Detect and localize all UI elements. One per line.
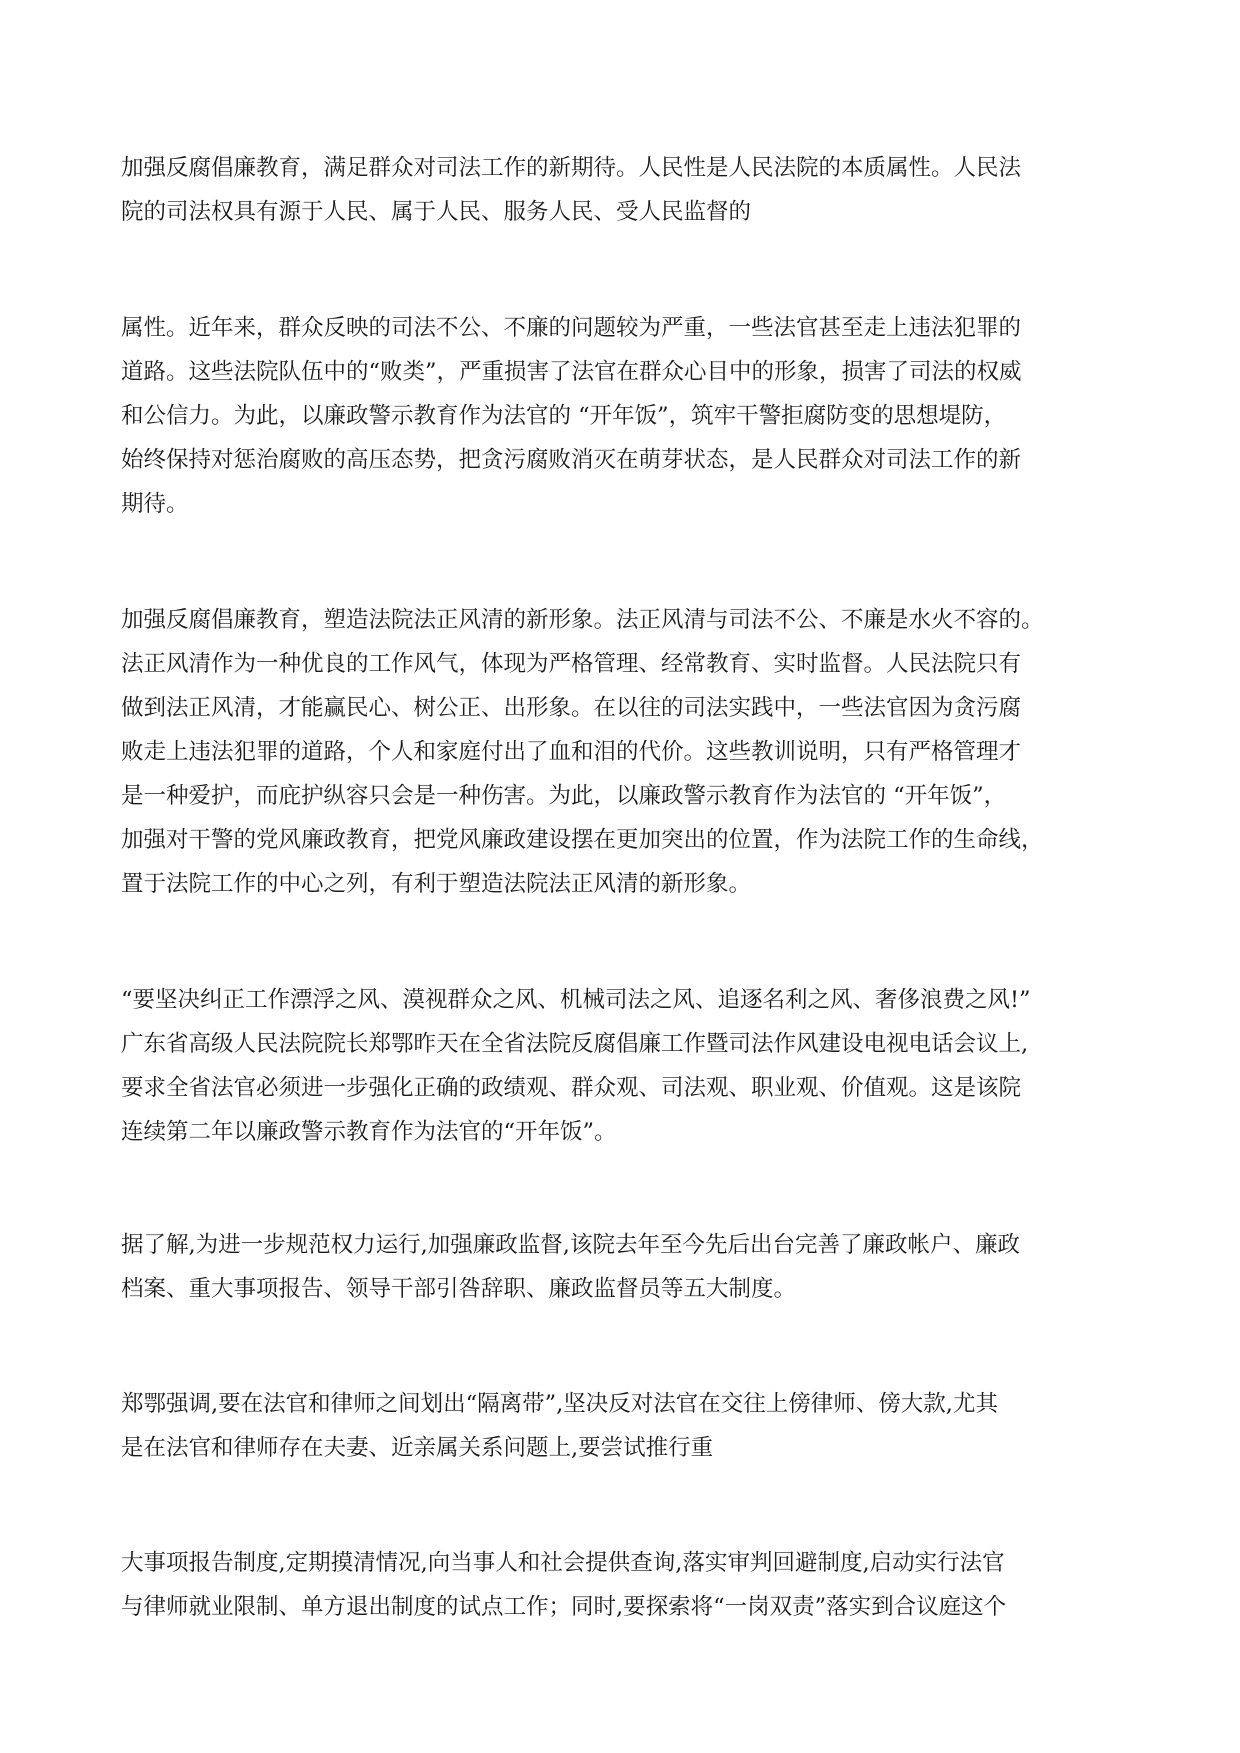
paragraph-6: [121, 1382, 1121, 1470]
text-line: 据了解,为进一步规范权力运行,加强廉政监督,该院去年至今先后出台完善了廉政帐户、廉政: [121, 1232, 1020, 1258]
text-line: 和公信力。为此，以廉政警示教育作为法官的 “开年饭”，筑牢干警拒腐防变的思想堤防，: [121, 403, 1007, 429]
text-line: 是在法官和律师存在夫妻、近亲属关系问题上,要尝试推行重: [121, 1435, 714, 1461]
paragraph-5: [121, 1223, 1121, 1311]
text-line: 加强反腐倡廉教育，满足群众对司法工作的新期待。人民性是人民法院的本质属性。人民法: [121, 155, 1022, 181]
text-line: 院的司法权具有源于人民、属于人民、服务人民、受人民监督的: [121, 199, 752, 225]
text-line: 期待。: [121, 491, 189, 517]
paragraph-4: [121, 978, 1121, 1154]
text-line: 始终保持对惩治腐败的高压态势，把贪污腐败消灭在萌芽状态，是人民群众对司法工作的新: [121, 447, 1022, 473]
text-line: 败走上违法犯罪的道路，个人和家庭付出了血和泪的代价。这些教训说明，只有严格管理才: [121, 739, 1022, 765]
paragraph-3: [121, 598, 1121, 906]
paragraph-7: [121, 1541, 1121, 1629]
text-line: 要求全省法官必须进一步强化正确的政绩观、群众观、司法观、职业观、价值观。这是该院: [121, 1075, 1022, 1101]
text-line: 加强对干警的党风廉政教育，把党风廉政建设摆在更加突出的位置，作为法院工作的生命线，: [121, 827, 1044, 853]
paragraph-1: [121, 146, 1121, 234]
text-line: 属性。近年来，群众反映的司法不公、不廉的问题较为严重，一些法官甚至走上违法犯罪的: [121, 315, 1022, 341]
text-line: 档案、重大事项报告、领导干部引咎辞职、廉政监督员等五大制度。: [121, 1276, 797, 1302]
text-line: 法正风清作为一种优良的工作风气，体现为严格管理、经常教育、实时监督。人民法院只有: [121, 651, 1022, 677]
text-line: 连续第二年以廉政警示教育作为法官的“开年饭”。: [121, 1119, 617, 1145]
text-line: 广东省高级人民法院院长郑鄂昨天在全省法院反腐倡廉工作暨司法作风建设电视电话会议上,: [121, 1031, 1029, 1057]
text-line: “要坚决纠正工作漂浮之风、漠视群众之风、机械司法之风、追逐名利之风、奢侈浪费之风!”: [121, 987, 1031, 1013]
text-line: 做到法正风清，才能赢民心、树公正、出形象。在以往的司法实践中，一些法官因为贪污腐: [121, 695, 1022, 721]
text-line: 置于法院工作的中心之列，有利于塑造法院法正风清的新形象。: [121, 871, 752, 897]
text-line: 大事项报告制度,定期摸清情况,向当事人和社会提供查询,落实审判回避制度,启动实行法官: [121, 1550, 1005, 1576]
text-line: 是一种爱护，而庇护纵容只会是一种伤害。为此，以廉政警示教育作为法官的 “开年饭”，: [121, 783, 1007, 809]
text-line: 加强反腐倡廉教育，塑造法院法正风清的新形象。法正风清与司法不公、不廉是水火不容的。: [121, 607, 1044, 633]
text-line: 郑鄂强调,要在法官和律师之间划出“隔离带”,坚决反对法官在交往上傍律师、傍大款,尤其: [121, 1391, 998, 1417]
text-line: 道路。这些法院队伍中的“败类”，严重损害了法官在群众心目中的形象，损害了司法的权威: [121, 359, 1022, 385]
paragraph-2: [121, 306, 1121, 526]
text-line: 与律师就业限制、单方退出制度的试点工作；同时,要探索将“一岗双责”落实到合议庭这个: [121, 1594, 1007, 1620]
